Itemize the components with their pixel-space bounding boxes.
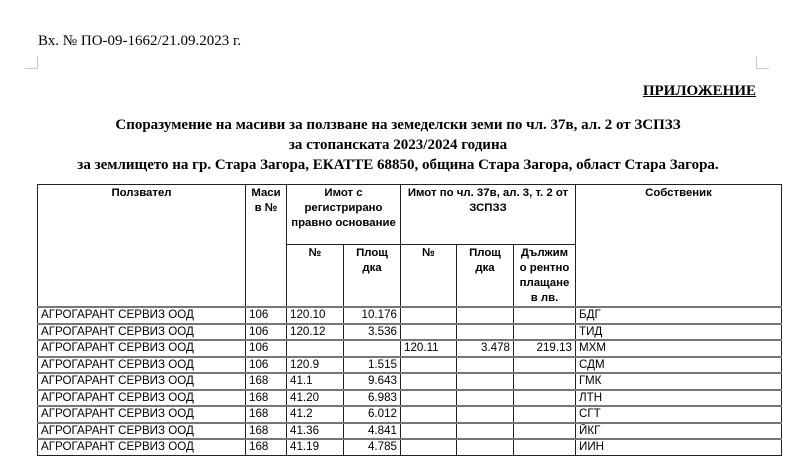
cell-owner: ЙКГ (576, 423, 782, 440)
cell-rent (514, 406, 576, 423)
table-row (38, 340, 782, 357)
cell-reg-area: 4.785 (344, 439, 401, 455)
cell-owner: ИИН (576, 439, 782, 455)
cell-reg-no: 120.12 (287, 324, 344, 341)
cell-owner: БДГ (576, 307, 782, 324)
table-row (38, 406, 782, 423)
table-row (38, 373, 782, 390)
cell-massif: 168 (246, 439, 287, 455)
header-owner: Собственик (576, 185, 782, 308)
table-row (38, 324, 782, 341)
cell-reg-area: 3.536 (344, 324, 401, 341)
cell-rent: 219.13 (514, 340, 576, 357)
header-massif: Маси в № (246, 185, 287, 308)
cell-user: АГРОГАРАНТ СЕРВИЗ ООД (38, 390, 246, 407)
cell-art-area (457, 390, 514, 407)
cell-reg-area: 1.515 (344, 357, 401, 374)
cell-reg-no: 41.20 (287, 390, 344, 407)
header-rent-due: Дължим о рентно плащане в лв. (514, 245, 576, 308)
cell-reg-no: 41.1 (287, 373, 344, 390)
cell-art-area (457, 307, 514, 324)
title-line: за землището на гр. Стара Загора, ЕКАТТЕ 68850, община Стара Загора, област Стара Загора. (77, 157, 719, 173)
cell-art-no (401, 423, 457, 440)
cell-art-area (457, 324, 514, 341)
cell-massif: 168 (246, 406, 287, 423)
cell-rent (514, 307, 576, 324)
cell-massif: 168 (246, 373, 287, 390)
cell-user: АГРОГАРАНТ СЕРВИЗ ООД (38, 340, 246, 357)
cell-art-no (401, 324, 457, 341)
cell-rent (514, 324, 576, 341)
cell-art-area (457, 439, 514, 455)
cell-reg-no: 41.2 (287, 406, 344, 423)
title-line: за стопанската 2023/2024 година (288, 137, 508, 153)
cell-owner: ТИД (576, 324, 782, 341)
cell-reg-area: 4.841 (344, 423, 401, 440)
cell-rent (514, 423, 576, 440)
cell-reg-no: 120.10 (287, 307, 344, 324)
cell-reg-area: 10.176 (344, 307, 401, 324)
header-user: Ползвател (38, 185, 246, 308)
massif-agreement-table (37, 184, 782, 456)
cell-massif: 106 (246, 357, 287, 374)
cell-massif: 106 (246, 340, 287, 357)
cell-owner: ЛТН (576, 390, 782, 407)
cell-reg-no: 120.9 (287, 357, 344, 374)
cell-user: АГРОГАРАНТ СЕРВИЗ ООД (38, 423, 246, 440)
cell-reg-area: 6.012 (344, 406, 401, 423)
cell-reg-no: 41.36 (287, 423, 344, 440)
cell-user: АГРОГАРАНТ СЕРВИЗ ООД (38, 439, 246, 455)
cell-owner: СГТ (576, 406, 782, 423)
header-registered-property: Имот с регистрирано правно основание (287, 185, 401, 245)
document-title (0, 117, 791, 177)
cell-art-no (401, 357, 457, 374)
appendix-label: ПРИЛОЖЕНИЕ (642, 83, 756, 99)
cell-user: АГРОГАРАНТ СЕРВИЗ ООД (38, 406, 246, 423)
cell-art-no (401, 307, 457, 324)
cell-art-no (401, 390, 457, 407)
header-reg-area: Площ дка (344, 245, 401, 308)
cell-art-no (401, 406, 457, 423)
cell-user: АГРОГАРАНТ СЕРВИЗ ООД (38, 307, 246, 324)
margin-corner-mark (756, 56, 769, 69)
incoming-reference-number: Вх. № ПО-09-1662/21.09.2023 г. (38, 33, 242, 49)
title-line: Споразумение на масиви за ползване на земеделски земи по чл. 37в, ал. 2 от ЗСПЗЗ (115, 117, 681, 133)
cell-owner: МХМ (576, 340, 782, 357)
cell-art-no (401, 439, 457, 455)
cell-art-area (457, 373, 514, 390)
cell-reg-no: 41.19 (287, 439, 344, 455)
cell-massif: 106 (246, 324, 287, 341)
cell-reg-area (344, 340, 401, 357)
cell-user: АГРОГАРАНТ СЕРВИЗ ООД (38, 324, 246, 341)
cell-massif: 106 (246, 307, 287, 324)
cell-art-area (457, 406, 514, 423)
cell-reg-area: 9.643 (344, 373, 401, 390)
margin-corner-mark (25, 56, 38, 69)
cell-art-area: 3.478 (457, 340, 514, 357)
header-art37-property: Имот по чл. 37в, ал. 3, т. 2 от ЗСПЗЗ (401, 185, 576, 245)
cell-user: АГРОГАРАНТ СЕРВИЗ ООД (38, 373, 246, 390)
cell-art-area (457, 423, 514, 440)
cell-reg-area: 6.983 (344, 390, 401, 407)
header-art-no: № (401, 245, 457, 308)
table-row (38, 390, 782, 407)
cell-massif: 168 (246, 423, 287, 440)
cell-art-area (457, 357, 514, 374)
table-row (38, 439, 782, 455)
cell-reg-no (287, 340, 344, 357)
header-reg-no: № (287, 245, 344, 308)
table-row (38, 357, 782, 374)
cell-rent (514, 373, 576, 390)
table-row (38, 307, 782, 324)
cell-owner: ГМК (576, 373, 782, 390)
cell-user: АГРОГАРАНТ СЕРВИЗ ООД (38, 357, 246, 374)
cell-art-no (401, 373, 457, 390)
table-row (38, 423, 782, 440)
cell-massif: 168 (246, 390, 287, 407)
cell-rent (514, 390, 576, 407)
cell-owner: СДМ (576, 357, 782, 374)
cell-rent (514, 439, 576, 455)
cell-art-no: 120.11 (401, 340, 457, 357)
cell-rent (514, 357, 576, 374)
header-art-area: Площ дка (457, 245, 514, 308)
